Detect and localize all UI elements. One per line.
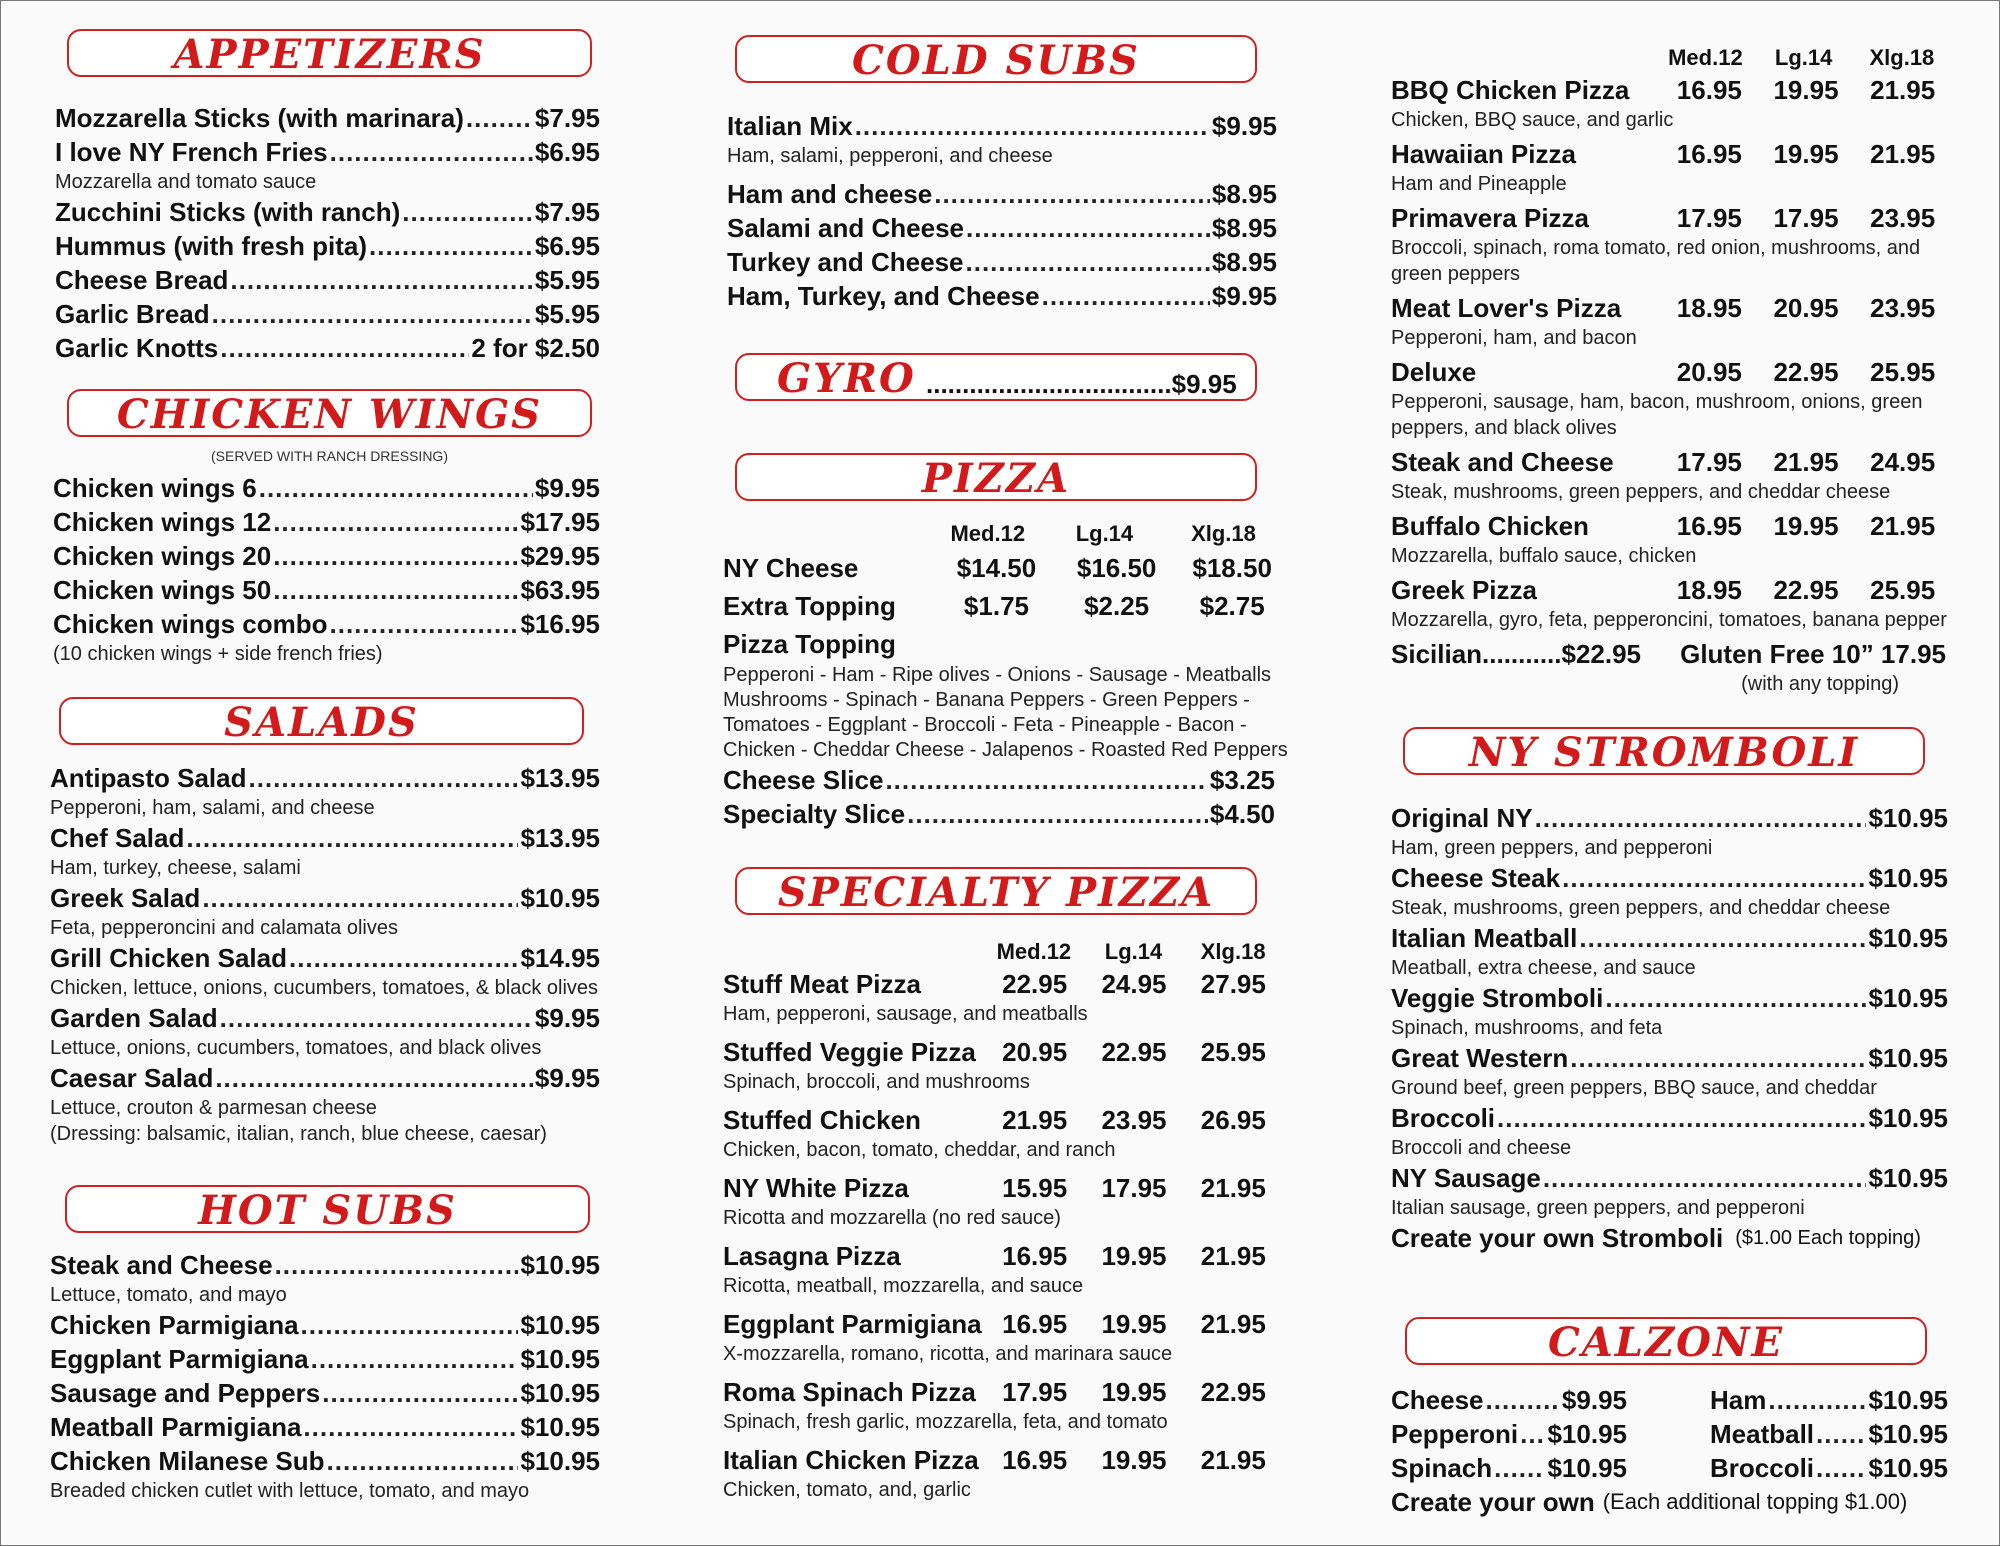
chicken-wings-banner: CHICKEN WINGS bbox=[67, 389, 592, 437]
pizza-row: NY Cheese $14.50 $16.50 $18.50 bbox=[723, 553, 1272, 583]
stromboli-list bbox=[1391, 801, 1948, 1255]
menu-item: Ham ..... $10.95 bbox=[1710, 1383, 1948, 1417]
item-description: Italian sausage, green peppers, and pepperoni bbox=[1391, 1197, 1805, 1219]
item-description: Chicken, bacon, tomato, cheddar, and ranch bbox=[723, 1139, 1116, 1161]
item-description: (10 chicken wings + side french fries) bbox=[53, 643, 383, 665]
pizza-item: Deluxe 20.95 22.95 25.95 bbox=[1391, 357, 1936, 387]
menu-item: Chicken Parmigiana ..... $10.95 bbox=[50, 1308, 600, 1342]
specialty-item: Eggplant Parmigiana 16.95 19.95 21.95 bbox=[723, 1309, 1266, 1339]
menu-item: Spinach ..... $10.95 bbox=[1391, 1451, 1627, 1485]
menu-item: Salami and Cheese ..... $8.95 bbox=[727, 211, 1277, 245]
item-description: Breaded chicken cutlet with lettuce, tomato, and mayo bbox=[50, 1480, 530, 1502]
menu-item: Chicken wings combo ..... $16.95 bbox=[53, 607, 600, 641]
menu-item: Chicken wings 20 ..... $29.95 bbox=[53, 539, 600, 573]
menu-item: Cheese Bread ..... $5.95 bbox=[55, 263, 600, 297]
wings-list bbox=[53, 471, 600, 667]
pizza-banner: PIZZA bbox=[735, 453, 1257, 501]
menu-item: Hummus (with fresh pita) ..... $6.95 bbox=[55, 229, 600, 263]
item-description: Broccoli, spinach, roma tomato, red onion, mushrooms, and bbox=[1391, 237, 1921, 259]
specialty-item: Italian Chicken Pizza 16.95 19.95 21.95 bbox=[723, 1445, 1266, 1475]
specialty-item: Stuffed Chicken 21.95 23.95 26.95 bbox=[723, 1105, 1266, 1135]
menu-item: Veggie Stromboli ..... $10.95 bbox=[1391, 981, 1948, 1015]
menu-item: Zucchini Sticks (with ranch) ..... $7.95 bbox=[55, 195, 600, 229]
size-header: Med.12 Lg.14 Xlg.18 bbox=[1668, 45, 1935, 70]
item-description: Chicken, BBQ sauce, and garlic bbox=[1391, 109, 1674, 131]
pizza-section bbox=[723, 519, 1288, 831]
item-description: Feta, pepperoncini and calamata olives bbox=[50, 917, 398, 939]
menu-item: Antipasto Salad ..... $13.95 bbox=[50, 761, 600, 795]
topping-title: Pizza Topping bbox=[723, 629, 896, 659]
menu-item: Meatball Parmigiana ..... $10.95 bbox=[50, 1410, 600, 1444]
item-description: Ham, salami, pepperoni, and cheese bbox=[727, 145, 1053, 167]
menu-item: Italian Meatball ..... $10.95 bbox=[1391, 921, 1948, 955]
item-description: Lettuce, crouton & parmesan cheese bbox=[50, 1097, 377, 1119]
pizza-item: BBQ Chicken Pizza 16.95 19.95 21.95 bbox=[1391, 75, 1936, 105]
item-description: Steak, mushrooms, green peppers, and cheddar cheese bbox=[1391, 481, 1891, 503]
stromboli-banner: NY STROMBOLI bbox=[1403, 727, 1925, 775]
item-description: (Dressing: balsamic, italian, ranch, blue cheese, caesar) bbox=[50, 1123, 547, 1145]
menu-item: Garlic Knotts ..... 2 for $2.50 bbox=[55, 331, 600, 365]
sicilian-price: Sicilian...........$22.95 bbox=[1391, 639, 1642, 669]
cold-subs-banner: COLD SUBS bbox=[735, 35, 1257, 83]
item-description: peppers, and black olives bbox=[1391, 417, 1617, 439]
menu-item: Mozzarella Sticks (with marinara) ..... $7.95 bbox=[55, 101, 600, 135]
menu-item: Ham, Turkey, and Cheese ..... $9.95 bbox=[727, 279, 1277, 313]
menu-item: Specialty Slice ..... $4.50 bbox=[723, 797, 1275, 831]
pizza-row: Extra Topping $1.75 $2.25 $2.75 bbox=[723, 591, 1265, 621]
menu-item: I love NY French Fries ..... $6.95 bbox=[55, 135, 600, 169]
pizza-list-right bbox=[1391, 43, 1951, 697]
menu-item: Broccoli ..... $10.95 bbox=[1391, 1101, 1948, 1135]
item-description: Ground beef, green peppers, BBQ sauce, and cheddar bbox=[1391, 1077, 1877, 1099]
item-description: Mozzarella, gyro, feta, pepperoncini, tomatoes, banana pepper bbox=[1391, 609, 1947, 631]
pizza-item: Steak and Cheese 17.95 21.95 24.95 bbox=[1391, 447, 1936, 477]
menu-item: Pepperoni ..... $10.95 bbox=[1391, 1417, 1627, 1451]
gyro-price: ..................................$9.95 bbox=[926, 369, 1237, 399]
menu-item: NY Sausage ..... $10.95 bbox=[1391, 1161, 1948, 1195]
menu-item: Great Western ..... $10.95 bbox=[1391, 1041, 1948, 1075]
gyro-title: GYRO bbox=[777, 355, 916, 402]
item-description: Chicken, tomato, and, garlic bbox=[723, 1479, 971, 1501]
menu-item: Chicken Milanese Sub ..... $10.95 bbox=[50, 1444, 600, 1478]
hot-subs-banner: HOT SUBS bbox=[65, 1185, 590, 1233]
item-description: Pepperoni, ham, salami, and cheese bbox=[50, 797, 375, 819]
topping-line: Tomatoes - Eggplant - Broccoli - Feta - Pineapple - Bacon - bbox=[723, 714, 1247, 736]
item-description: Pepperoni, sausage, ham, bacon, mushroom, onions, green bbox=[1391, 391, 1923, 413]
menu-item: Italian Mix ..... $9.95 bbox=[727, 109, 1277, 143]
menu-item: Greek Salad ..... $10.95 bbox=[50, 881, 600, 915]
pizza-item: Buffalo Chicken 16.95 19.95 21.95 bbox=[1391, 511, 1936, 541]
size-header: Med.12 Lg.14 Xlg.18 bbox=[996, 939, 1266, 964]
specialty-item: NY White Pizza 15.95 17.95 21.95 bbox=[723, 1173, 1266, 1203]
item-description: Lettuce, onions, cucumbers, tomatoes, and black olives bbox=[50, 1037, 542, 1059]
topping-line: Chicken - Cheddar Cheese - Jalapenos - Roasted Red Peppers bbox=[723, 739, 1288, 761]
menu-item: Turkey and Cheese ..... $8.95 bbox=[727, 245, 1277, 279]
menu-item: Broccoli ..... $10.95 bbox=[1710, 1451, 1948, 1485]
menu-item: Cheese ..... $9.95 bbox=[1391, 1383, 1627, 1417]
item-description: Mozzarella, buffalo sauce, chicken bbox=[1391, 545, 1697, 567]
pizza-item: Meat Lover's Pizza 18.95 20.95 23.95 bbox=[1391, 293, 1936, 323]
menu-item: Original NY ..... $10.95 bbox=[1391, 801, 1948, 835]
item-description: Ham, pepperoni, sausage, and meatballs bbox=[723, 1003, 1088, 1025]
menu-item: Chicken wings 6 ..... $9.95 bbox=[53, 471, 600, 505]
appetizers-list bbox=[55, 101, 600, 365]
specialty-item: Roma Spinach Pizza 17.95 19.95 22.95 bbox=[723, 1377, 1266, 1407]
item-description: Spinach, mushrooms, and feta bbox=[1391, 1017, 1663, 1039]
create-stromboli: Create your own Stromboli ($1.00 Each topping) bbox=[1391, 1223, 1921, 1253]
menu-item: Caesar Salad ..... $9.95 bbox=[50, 1061, 600, 1095]
specialty-item: Stuffed Veggie Pizza 20.95 22.95 25.95 bbox=[723, 1037, 1266, 1067]
menu-item: Garlic Bread ..... $5.95 bbox=[55, 297, 600, 331]
hot-subs-list bbox=[50, 1248, 600, 1504]
menu-item: Cheese Slice ..... $3.25 bbox=[723, 763, 1275, 797]
pizza-item: Primavera Pizza 17.95 17.95 23.95 bbox=[1391, 203, 1936, 233]
specialty-item: Stuff Meat Pizza 22.95 24.95 27.95 bbox=[723, 969, 1266, 999]
appetizers-banner: APPETIZERS bbox=[67, 29, 592, 77]
menu-item: Garden Salad ..... $9.95 bbox=[50, 1001, 600, 1035]
specialty-section bbox=[723, 937, 1283, 1503]
item-description: Ricotta, meatball, mozzarella, and sauce bbox=[723, 1275, 1084, 1297]
gluten-free-price: Gluten Free 10” 17.95 bbox=[1680, 639, 1946, 669]
size-header: Med.12 Lg.14 Xlg.18 bbox=[950, 521, 1256, 546]
menu-item: Grill Chicken Salad ..... $14.95 bbox=[50, 941, 600, 975]
sicilian-gluten-row bbox=[1391, 637, 1946, 671]
item-description: Ricotta and mozzarella (no red sauce) bbox=[723, 1207, 1061, 1229]
menu-item: Steak and Cheese ..... $10.95 bbox=[50, 1248, 600, 1282]
salads-list bbox=[50, 761, 600, 1147]
gluten-note: (with any topping) bbox=[1741, 673, 1899, 695]
menu-item: Eggplant Parmigiana ..... $10.95 bbox=[50, 1342, 600, 1376]
item-description: Spinach, fresh garlic, mozzarella, feta, and tomato bbox=[723, 1411, 1168, 1433]
item-description: Ham and Pineapple bbox=[1391, 173, 1567, 195]
calzone-section bbox=[1391, 1383, 1948, 1519]
item-description: Steak, mushrooms, green peppers, and cheddar cheese bbox=[1391, 897, 1891, 919]
salads-banner: SALADS bbox=[59, 697, 584, 745]
menu-item: Chicken wings 12 ..... $17.95 bbox=[53, 505, 600, 539]
item-description: Mozzarella and tomato sauce bbox=[55, 171, 317, 193]
specialty-item: Lasagna Pizza 16.95 19.95 21.95 bbox=[723, 1241, 1266, 1271]
menu-item: Chef Salad ..... $13.95 bbox=[50, 821, 600, 855]
item-description: Spinach, broccoli, and mushrooms bbox=[723, 1071, 1030, 1093]
cold-subs-list bbox=[727, 109, 1277, 313]
calzone-banner: CALZONE bbox=[1405, 1317, 1927, 1365]
item-description: Pepperoni, ham, and bacon bbox=[1391, 327, 1637, 349]
item-description: Lettuce, tomato, and mayo bbox=[50, 1284, 287, 1306]
pizza-item: Greek Pizza 18.95 22.95 25.95 bbox=[1391, 575, 1936, 605]
item-description: Ham, turkey, cheese, salami bbox=[50, 857, 301, 879]
item-description: green peppers bbox=[1391, 263, 1520, 285]
item-description: X-mozzarella, romano, ricotta, and marinara sauce bbox=[723, 1343, 1173, 1365]
wings-note: (SERVED WITH RANCH DRESSING) bbox=[211, 448, 448, 464]
specialty-pizza-banner: SPECIALTY PIZZA bbox=[735, 867, 1257, 915]
item-description: Meatball, extra cheese, and sauce bbox=[1391, 957, 1696, 979]
topping-line: Pepperoni - Ham - Ripe olives - Onions - Sausage - Meatballs bbox=[723, 664, 1272, 686]
create-calzone: Create your own (Each additional topping $1.00) bbox=[1391, 1487, 1908, 1517]
menu-item: Chicken wings 50 ..... $63.95 bbox=[53, 573, 600, 607]
item-description: Broccoli and cheese bbox=[1391, 1137, 1572, 1159]
menu-item: Ham and cheese ..... $8.95 bbox=[727, 177, 1277, 211]
menu-item: Sausage and Peppers ..... $10.95 bbox=[50, 1376, 600, 1410]
topping-line: Mushrooms - Spinach - Banana Peppers - Green Peppers - bbox=[723, 689, 1250, 711]
item-description: Ham, green peppers, and pepperoni bbox=[1391, 837, 1713, 859]
item-description: Chicken, lettuce, onions, cucumbers, tomatoes, & black olives bbox=[50, 977, 599, 999]
menu-item: Meatball ..... $10.95 bbox=[1710, 1417, 1948, 1451]
menu-item: Cheese Steak ..... $10.95 bbox=[1391, 861, 1948, 895]
pizza-item: Hawaiian Pizza 16.95 19.95 21.95 bbox=[1391, 139, 1936, 169]
